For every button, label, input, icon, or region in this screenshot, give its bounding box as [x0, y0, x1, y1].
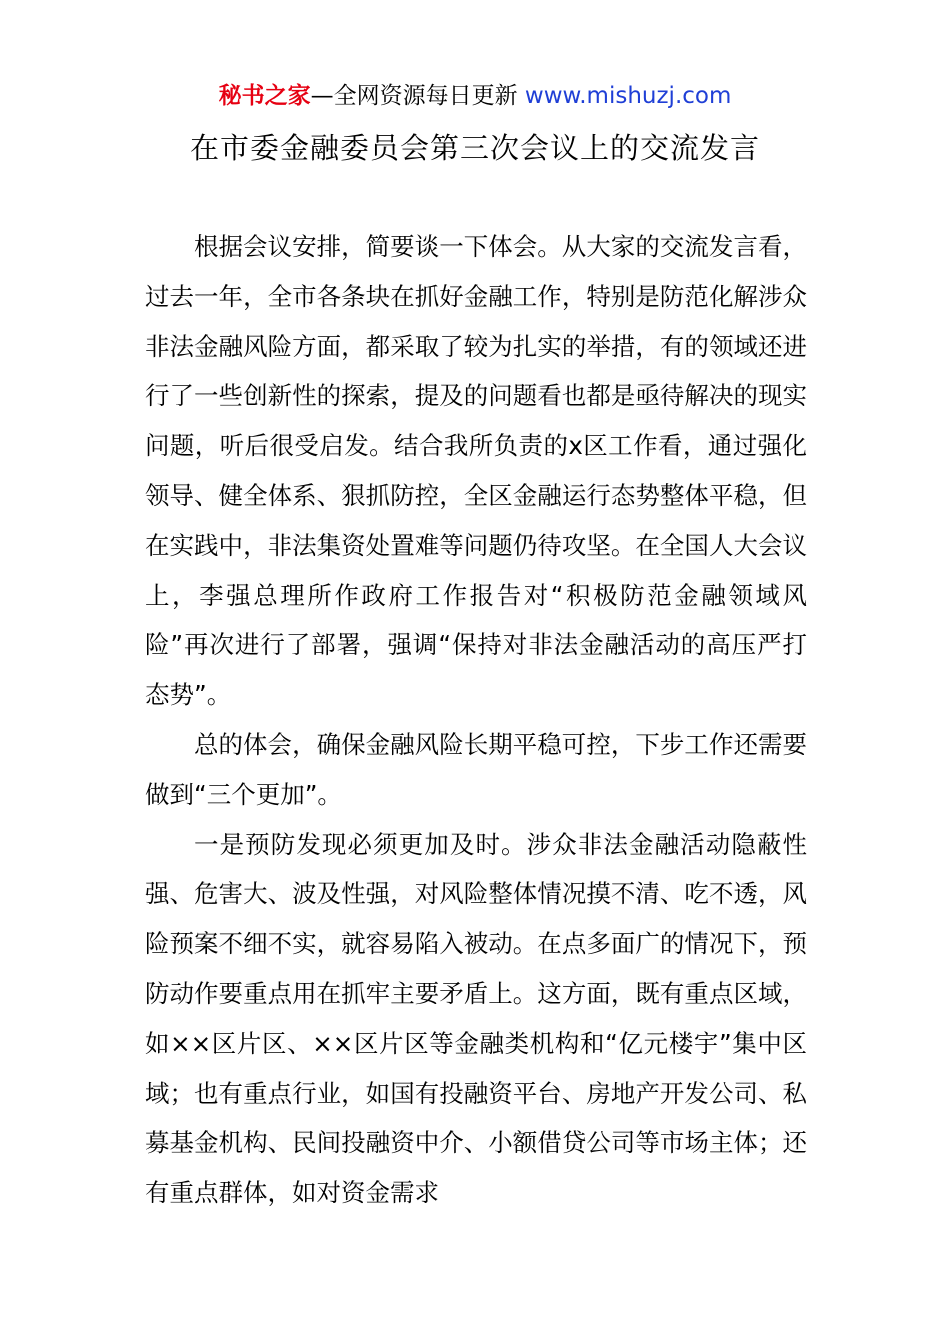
paragraph-2: 总的体会，确保金融风险长期平稳可控，下步工作还需要做到“三个更加”。 — [145, 729, 807, 809]
site-header — [0, 80, 950, 112]
site-url-link[interactable]: www.mishuzj.com — [524, 83, 732, 109]
document-body — [145, 222, 807, 1218]
paragraph-3: 一是预防发现必须更加及时。涉众非法金融活动隐蔽性强、危害大、波及性强，对风险整体情况摸不清、吃不透，风险预案不细不实，就容易陷入被动。在点多面广的情况下，预防动作要重点用在抓牢主要矛盾上。这方面，既有重点区域，如××区片区、××区片区等金融类机构和“亿元楼宇”集中区域；也有重点行业，如国有投融资平台、房地产开发公司、私募基金机构、民间投融资中介、小额借贷公司等市场主体；还有重点群体，如对资金需求 — [145, 829, 807, 1208]
document-title: 在市委金融委员会第三次会议上的交流发言 — [189, 131, 760, 165]
paragraph-1: 根据会议安排，简要谈一下体会。从大家的交流发言看，过去一年，全市各条块在抓好金融工作，特别是防范化解涉众非法金融风险方面，都采取了较为扎实的举措，有的领域还进行了一些创新性的探索，提及的问题看也都是亟待解决的现实问题，听后很受启发。结合我所负责的x区工作看，通过强化领导、健全体系、狠抓防控，全区金融运行态势整体平稳，但在实践中，非法集资处置难等问题仍待攻坚。在全国人大会议上，李强总理所作政府工作报告对“积极防范金融领域风险”再次进行了部署，强调“保持对非法金融活动的高压严打态势”。 — [145, 232, 807, 710]
site-brand: 秘书之家 — [218, 83, 311, 109]
site-tagline: —全网资源每日更新 — [310, 83, 525, 109]
